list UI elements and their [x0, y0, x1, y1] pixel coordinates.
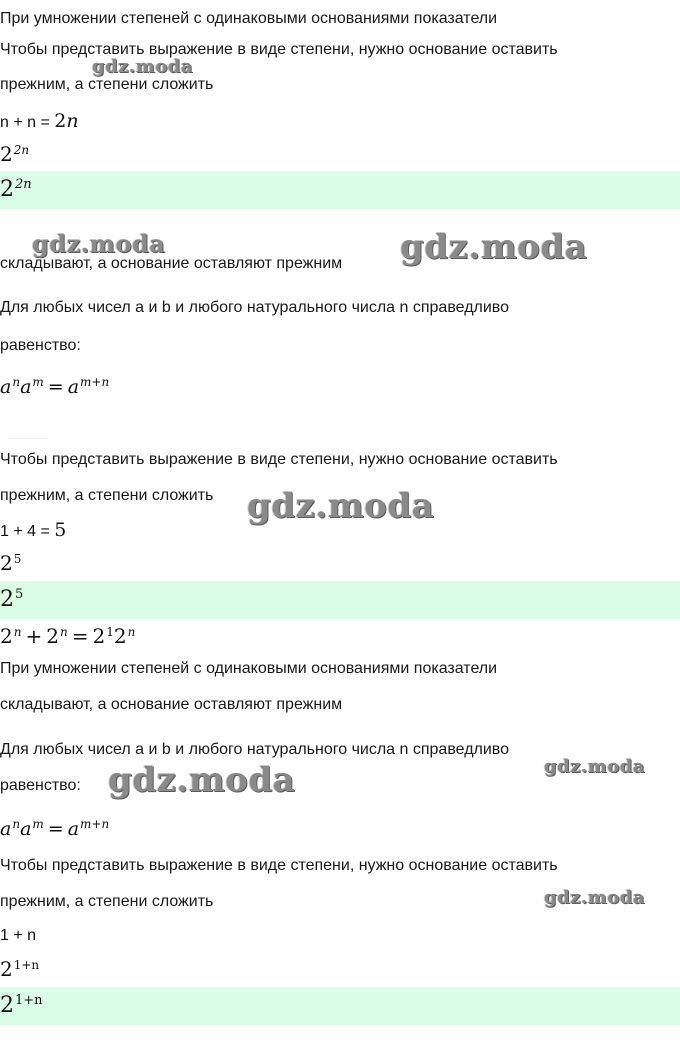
text-line: Чтобы представить выражение в виде степени, нужно основание оставить [0, 41, 558, 58]
answer-highlight-2 [0, 581, 680, 619]
watermark-logo: gdz.moda [400, 227, 588, 267]
text-line: При умножении степеней с одинаковыми основаниями показатели [0, 10, 498, 27]
watermark-logo: gdz.moda [108, 760, 296, 800]
equation-line: n + n = 2n [0, 110, 79, 132]
watermark-logo: gdz.moda [544, 887, 645, 908]
power-expression: $2^5$ [0, 551, 22, 575]
equation-line: 1 + n [0, 927, 37, 944]
answer-expression: $2^{2n}$ [0, 177, 32, 202]
text-line: При умножении степеней с одинаковыми основаниями показатели [0, 660, 498, 677]
formula: $a^na^m = a^{m+n}$ [0, 817, 110, 840]
answer-highlight-1 [0, 171, 680, 209]
answer-expression: $2^5$ [0, 587, 24, 612]
watermark-logo: gdz.moda [544, 756, 645, 777]
text-line: Чтобы представить выражение в виде степени, нужно основание оставить [0, 857, 558, 874]
text-line: Для любых чисел a и b и любого натурального числа n справедливо [0, 741, 510, 758]
power-expression: $2^{2n}$ [0, 142, 30, 166]
answer-highlight-3 [0, 987, 680, 1025]
text-line: прежним, а степени сложить [0, 76, 214, 93]
formula: $a^na^m = a^{m+n}$ [0, 375, 110, 398]
watermark-logo: gdz.moda [32, 229, 166, 258]
watermark-logo: gdz.moda [92, 56, 193, 77]
text-line: прежним, а степени сложить [0, 487, 214, 504]
equation-line: 1 + 4 = 5 [0, 519, 67, 541]
text-line: равенство: [0, 777, 81, 794]
text-line: складывают, а основание оставляют прежним [0, 255, 343, 272]
text-line: равенство: [0, 337, 81, 354]
text-line: Для любых чисел a и b и любого натурального числа n справедливо [0, 299, 510, 316]
divider [8, 438, 48, 439]
text-line: прежним, а степени сложить [0, 893, 214, 910]
answer-expression: $2^{1+n}$ [0, 993, 43, 1018]
text-line: складывают, а основание оставляют прежним [0, 696, 343, 713]
power-expression: $2^{1+n}$ [0, 957, 40, 981]
watermark-logo: gdz.moda [247, 486, 435, 526]
problem-expression: $2^n + 2^n = 2^12^n$ [0, 624, 136, 648]
text-line: Чтобы представить выражение в виде степени, нужно основание оставить [0, 451, 558, 468]
